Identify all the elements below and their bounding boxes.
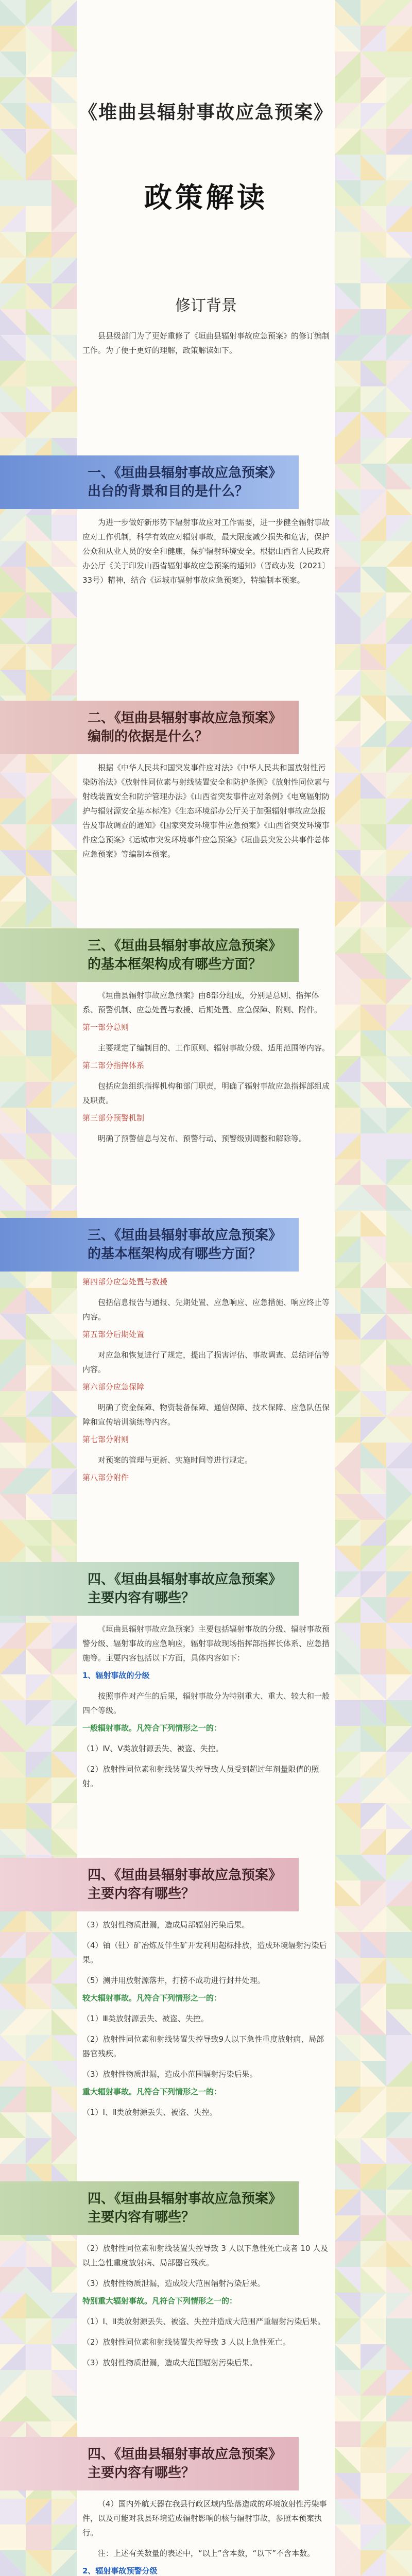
- question-4a-title: 四、《垣曲县辐射事故应急预案》主要内容有哪些？: [0, 1562, 299, 1616]
- document-title: 《堆曲县辐射事故应急预案》: [78, 102, 333, 123]
- question-3-body: 《垣曲县辐射事故应急预案》由8部分组成，分别是总则、指挥体系、预警机制、应急处置与救援、后期处置、应急保障、附则、附件。: [82, 991, 322, 1014]
- question-1-title: 一、《垣曲县辐射事故应急预案》出台的背景和目的是什么？: [0, 455, 299, 509]
- question-3b-title: 三、《垣曲县辐射事故应急预案》的基本框架构成有哪些方面？: [0, 1218, 299, 1272]
- q4b-item-2: （4）铀（钍）矿冶炼及伴生矿开发利用超标排放，造成环境辐射污染后果。: [82, 1941, 327, 1964]
- q4d-note: 注：上述有关数量的表述中，“以上”含本数，“以下”不含本数。: [98, 2549, 315, 2558]
- question-1-block: [77, 455, 335, 587]
- q4b-item-1: （3）放射性物质泄漏，造成局部辐射污染后果。: [82, 1920, 250, 1929]
- q4d-sub-label: 2、辐射事故预警分级: [82, 2566, 158, 2575]
- q4a-sub1-label: 1、辐射事故的分级: [82, 1671, 150, 1680]
- question-4a-body: 《垣曲县辐射事故应急预案》主要包括辐射事故的分级、辐射事故预警分级、辐射事故的应急响应，辐射事故现场指挥部指挥长体系、应急措施等。主要内容包括以下方面，具体内容如下：: [82, 1624, 330, 1663]
- question-4c-block: [77, 2181, 335, 2370]
- q4a-item-2: （2）放射性同位素和射线装置失控导致人员受到超过年剂量限值的照射。: [82, 1765, 319, 1788]
- q4b-red-2: 重大辐射事故。凡符合下列情形之一的：: [82, 2087, 222, 2096]
- question-1-body: 为进一步做好新形势下辐射事故应对工作需要，进一步健全辐射事故应对工作机制，科学有效应对辐射事故，最大限度减少损失和危害，保护公众和从业人员的安全和健康，保护辐射环境安全。根据山西省人民政府办公厅《关于印发山西省辐射事故应急预案的通知》（晋政办发〔2021〕33号）精神，结合《运城市辐射事故应急预案》，特编制本预案。: [82, 518, 330, 585]
- document-subtitle: 政策解读: [144, 181, 268, 214]
- q3b-part-4-label: 第四部分应急处置与救援: [82, 1277, 168, 1286]
- question-4c-title: 四、《垣曲县辐射事故应急预案》主要内容有哪些？: [0, 2181, 299, 2235]
- question-4b-block: [77, 1858, 335, 2120]
- q4b-items2-1: （1）Ⅲ类放射源丢失、被盗、失控。: [82, 2014, 209, 2023]
- q4d-body: （4）国内外航天器在我县行政区域内坠落造成的环境放射性污染事件，以及可能对我县环境造成辐射影响的核与辐射事故，参照本预案执行。: [82, 2499, 327, 2537]
- q4b-items3-1: （1）Ⅰ、Ⅱ类放射源丢失、被盗、失控。: [82, 2108, 217, 2117]
- question-2-title: 二、《垣曲县辐射事故应急预案》编制的依据是什么？: [0, 701, 299, 754]
- q3-part-2-text: 包括应急组织指挥机构和部门职责，明确了辐射事故应急指挥部组成及职责。: [82, 1081, 330, 1105]
- q4a-sub1-text: 按照事件对产生的后果，辐射事故分为特别重大、重大、较大和一般四个等级。: [82, 1691, 330, 1715]
- q3b-part-8-label: 第八部分附件: [82, 1473, 129, 1482]
- question-4b-title: 四、《垣曲县辐射事故应急预案》主要内容有哪些？: [0, 1858, 299, 1911]
- q3-part-3-text: 明确了预警信息与发布、预警行动、预警级别调整和解除等。: [98, 1134, 307, 1143]
- q4a-item-1: （1）Ⅳ、Ⅴ类放射源丢失、被盗、失控。: [82, 1744, 224, 1753]
- q4c-items2-2: （2）放射性同位素和射线装置失控导致 3 人以上急性死亡。: [82, 2337, 290, 2347]
- q3-part-3-label: 第三部分预警机制: [82, 1113, 145, 1123]
- q4b-items2-3: （3）放射性物质泄漏，造成小范围辐射污染后果。: [82, 2070, 258, 2079]
- q4b-red-1: 较大辐射事故。凡符合下列情形之一的：: [82, 1993, 222, 2003]
- q4b-item-3: （5）测井用放射源落井，打捞不成功进行封井处理。: [82, 1976, 265, 1985]
- q3b-part-7-label: 第七部分附则: [82, 1435, 129, 1444]
- q3b-part-5-text: 对应急和恢复进行了规定，提出了损害评估、事故调查、总结评估等内容。: [82, 1350, 330, 1374]
- q4a-red-label: 一般辐射事故。凡符合下列情形之一的：: [82, 1723, 222, 1733]
- q4c-items2-1: （1）Ⅰ、Ⅱ类放射源丢失、被盗、失控并造成大范围严重辐射污染后果。: [82, 2317, 325, 2326]
- q3b-part-6-label: 第六部分应急保障: [82, 1382, 145, 1392]
- question-2-block: [77, 701, 335, 861]
- q4c-red: 特别重大辐射事故。凡符合下列情形之一的：: [82, 2296, 237, 2306]
- question-4a-block: [77, 1562, 335, 1791]
- q3-part-1-label: 第一部分总则: [82, 1023, 129, 1032]
- question-2-body: 根据《中华人民共和国突发事件应对法》《中华人民共和国放射性污染防治法》《放射性同位素与射线装置安全和防护条例》《放射性同位素与射线装置安全和防护管理办法》《山西省突发事件应对条例》《电离辐射防护与辐射源安全基本标准》《生态环境部办公厅关于加强辐射事故应急报告及事故调查的通知》《国家突发环境事件应急预案》《山西省突发环境事件应急预案》《运城市突发环境事件应急预案》《垣曲县突发公共事件总体应急预案》等编制本预案。: [82, 763, 330, 859]
- q3-part-1-text: 主要规定了编制目的、工作原则、辐射事故分级、适用范围等内容。: [98, 1043, 330, 1053]
- q3b-part-6-text: 明确了资金保障、物资装备保障、通信保障、技术保障、应急队伍保障和宣传培训演练等内容。: [82, 1403, 330, 1427]
- q3b-part-5-label: 第五部分后期处置: [82, 1330, 145, 1339]
- question-4d-block: [77, 2437, 335, 2576]
- q4c-item-1: （2）放射性同位素和射线装置失控导致 3 人以下急性死亡或者 10 人及以上急性重度放射病、局部器官残疾。: [82, 2244, 329, 2267]
- intro-paragraph: 县县级部门为了更好重修了《垣曲县辐射事故应急预案》的修订编制工作。为了便于更好的理解，政策解读如下。: [82, 331, 330, 355]
- q3b-part-7-text: 对预案的管理与更新、实施时间等进行规定。: [98, 1455, 253, 1465]
- q4c-items2-3: （3）放射性物质泄漏，造成大范围辐射污染后果。: [82, 2358, 258, 2367]
- q3-part-2-label: 第二部分指挥体系: [82, 1061, 145, 1070]
- q3b-part-4-text: 包括信息报告与通报、先期处置、应急响应、应急措施、响应终止等内容。: [82, 1298, 330, 1321]
- question-3-title: 三、《垣曲县辐射事故应急预案》的基本框架构成有哪些方面？: [0, 928, 299, 982]
- question-4d-title: 四、《垣曲县辐射事故应急预案》主要内容有哪些？: [0, 2437, 299, 2490]
- question-3b-block: [77, 1218, 335, 1485]
- section-heading: 修订背景: [175, 297, 237, 315]
- q4c-item-2: （3）放射性物质泄漏，造成较大范围辐射污染后果。: [82, 2279, 265, 2288]
- q4b-items2-2: （2）放射性同位素和射线装置失控导致9人以下急性重度放射病、局部器官残疾。: [82, 2035, 324, 2058]
- question-3-block: [77, 928, 335, 1146]
